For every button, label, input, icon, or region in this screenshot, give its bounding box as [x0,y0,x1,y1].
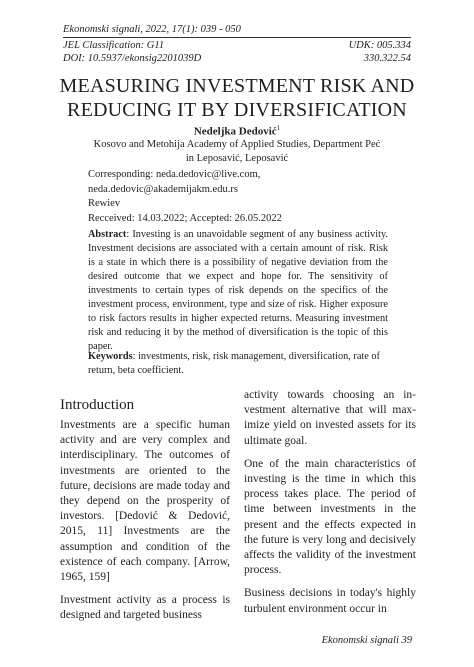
corresponding-email[interactable]: Corresponding: neda.dedovic@live.com, [88,169,261,180]
affiliation [63,138,411,166]
article-meta [88,168,282,226]
left-column [60,418,230,632]
affiliation-line-1: Kosovo and Metohija Academy of Applied Studies, Department Peć [93,139,381,150]
author-footnote-mark: 1 [276,124,281,132]
author-name: Nedeljka Dedović [193,125,277,138]
left-paragraph-2: Investment activity as a process is designed and targeted business [60,594,230,622]
section-heading-introduction: Introduction [60,397,135,413]
abstract-text: : Investing is an unavoidable segment of any business activity. Investment decisions are associated with a certain amount of risk. Risk is a state in which there is a possibility of negative deviation from the desired outcome that we expect and hope for. The sensitivity of investments to certain types of risk depends on the specifics of the investment process, environment, type and size of risk. Higher exposure to risk factors results in higher expected returns. Measuring investment risk and reducing it by the method of diversification is the topic of this paper. [88,229,388,352]
author [63,124,411,138]
paper-title [40,74,434,122]
header-rule [63,37,411,38]
title-line-1: MEASURING INVESTMENT RISK AND [59,75,415,97]
affiliation-line-2: in Leposavić, Leposavić [185,153,289,164]
right-column [244,388,416,625]
right-paragraph-1: activity towards choosing an in-vestment alternative that will max-imize yield on invested assets for its ultimate goal. [244,389,416,447]
jel-classification: JEL Classification: G11 [63,40,165,51]
second-email[interactable]: neda.dedovic@akademijakm.edu.rs [88,183,238,195]
article-dates: Recceived: 14.03.2022; Accepted: 26.05.2022 [88,212,282,224]
keywords [88,350,388,378]
udk-code: UDK: 005.334 [348,40,411,51]
left-paragraph-1: Investments are a specific human activity and are very complex and interdisciplinary. The outcomes of investments are oriented to the future, decisions are made today and they depend on the prosperity of investors. [Dedović & Dedović, 2015, 11] Investments are the assumption and condition of the existence of each company. [Arrow, 1965, 159] [60,419,230,584]
jel-row [63,40,411,52]
keywords-label: Keywords [88,351,133,362]
journal-citation-text: Ekonomski signali, 2022, 17(1): 039 - 050 [63,24,241,35]
journal-citation [63,24,411,36]
article-type: Rewiev [88,198,121,209]
abstract-label: Abstract [88,229,127,240]
doi: DOI: 10.5937/ekonsig2201039D [63,53,202,64]
udk-code-2: 330.322.54 [363,53,411,64]
doi-row [63,53,411,65]
page-footer: Ekonomski signali 39 [321,635,412,646]
right-paragraph-2: One of the main characteristics of investing is the time in which this process takes place. The period of time between investments in the present and the effects expected in the future is very long and decisively affects the validity of the investment process. [244,457,416,577]
keywords-text: : investments, risk, risk management, diversification, rate of return, beta coefficient. [88,351,380,376]
title-line-2: REDUCING IT BY DIVERSIFICATION [67,99,407,121]
abstract [88,228,388,354]
right-paragraph-3: Business decisions in today's highly turbulent environment occur in [244,587,416,615]
